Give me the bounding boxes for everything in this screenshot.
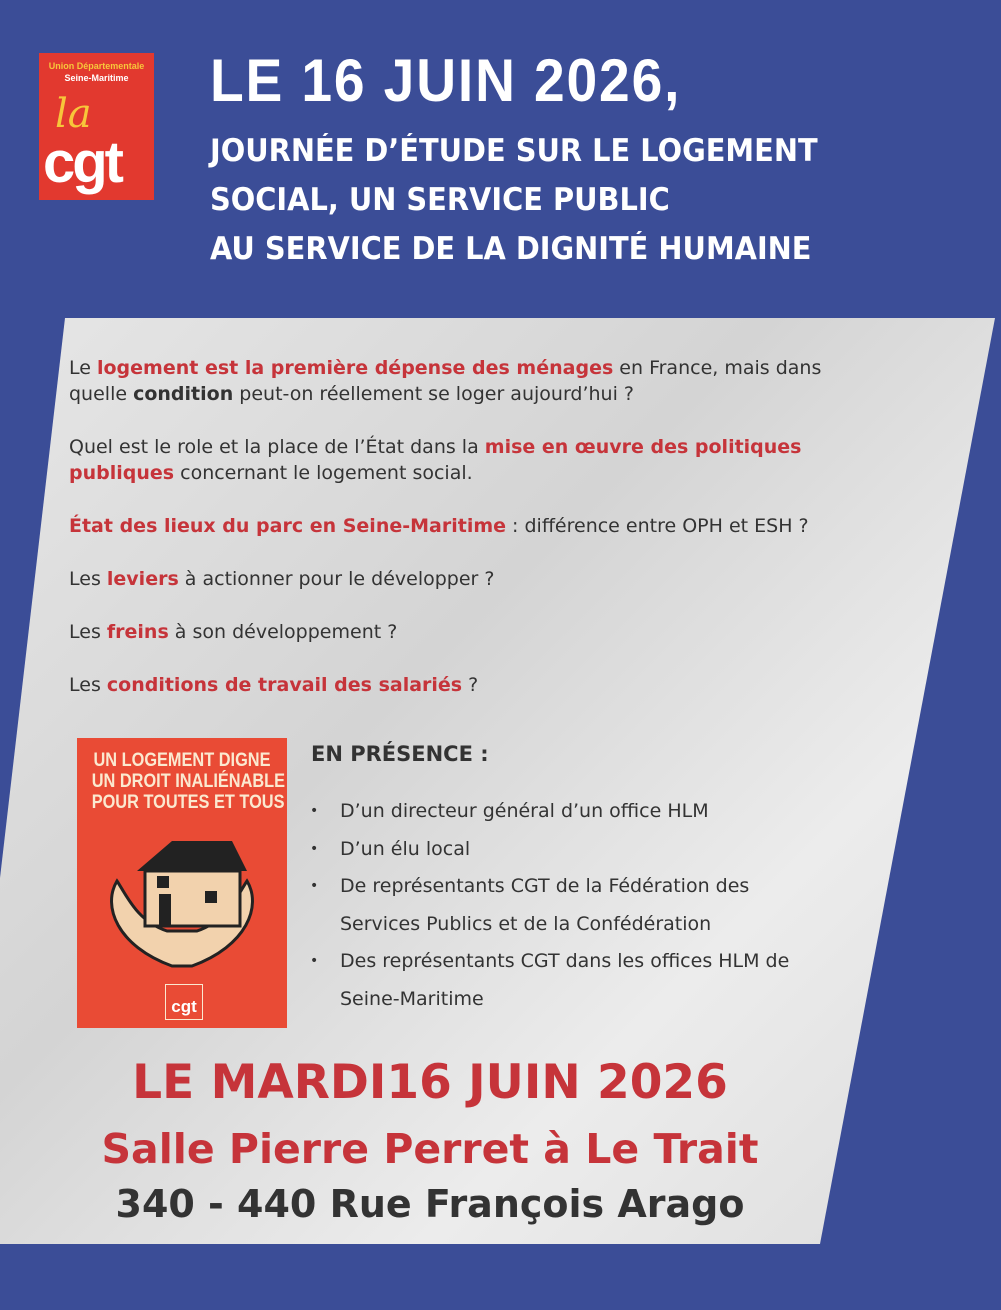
highlight: logement est la première dépense des ménages [96,357,614,379]
poster-text [77,750,287,813]
logo-la: la [55,91,92,137]
cgt-logo [39,53,154,200]
subtitle-line3: AU SERVICE DE LA DIGNITÉ HUMAINE [210,231,812,267]
text: à son développement ? [168,621,398,643]
paragraph-5 [69,619,889,645]
text: Les [69,568,107,590]
highlight: mise en œuvre des politiques publiques [69,436,802,484]
event-venue: Salle Pierre Perret à Le Trait [101,1125,759,1173]
house-in-hands-icon [97,836,267,976]
event-address: 340 - 440 Rue François Arago [115,1182,745,1226]
highlight: leviers [106,568,179,590]
logo-cgt: cgt [43,130,121,195]
logo-line2: Seine-Maritime [64,73,129,83]
list-item: • De représentants CGT de la Fédération des Services Publics et de la Confédération [310,868,820,943]
speakers-list [310,793,840,1018]
event-date: LE MARDI16 JUIN 2026 [132,1055,728,1110]
paragraph-4 [69,566,889,592]
poster-line: POUR TOUTES ET TOUS [91,792,285,813]
text: à actionner pour le développer ? [178,568,495,590]
text: en France, mais dans quelle [69,357,822,405]
presence-title: EN PRÉSENCE : [311,742,489,766]
text: Les [69,621,107,643]
highlight: État des lieux du parc en Seine-Maritime [69,515,507,537]
housing-poster [77,738,287,1028]
list-item: • D’un élu local [310,831,840,869]
text: ? [462,674,479,696]
subtitle-line1: JOURNÉE D’ÉTUDE SUR LE LOGEMENT [210,133,818,169]
paragraph-1 [69,355,869,407]
highlight: conditions de travail des salariés [106,674,463,696]
text: Quel est le role et la place de l’État dans la [69,436,485,458]
paragraph-3 [69,513,889,539]
text: peut-on réellement se loger aujourd’hui ? [233,383,635,405]
highlight: freins [106,621,169,643]
list-item: • D’un directeur général d’un office HLM [310,793,840,831]
text: Les [69,674,107,696]
poster-cgt-logo: cgt [165,984,203,1020]
paragraph-2 [69,434,859,486]
subtitle-line2: SOCIAL, UN SERVICE PUBLIC [210,182,670,218]
paragraph-6 [69,672,889,698]
text: concernant le logement social. [174,462,473,484]
poster-line: UN LOGEMENT DIGNE [93,750,271,771]
text: Le [69,357,97,379]
bold-text: condition [133,383,234,405]
poster-line: UN DROIT INALIÉNABLE [91,771,286,792]
logo-line1: Union Départementale [48,61,145,71]
list-item: • Des représentants CGT dans les offices HLM de Seine-Maritime [310,943,840,1018]
main-title: LE 16 JUIN 2026, [210,47,682,114]
text: : différence entre OPH et ESH ? [506,515,809,537]
